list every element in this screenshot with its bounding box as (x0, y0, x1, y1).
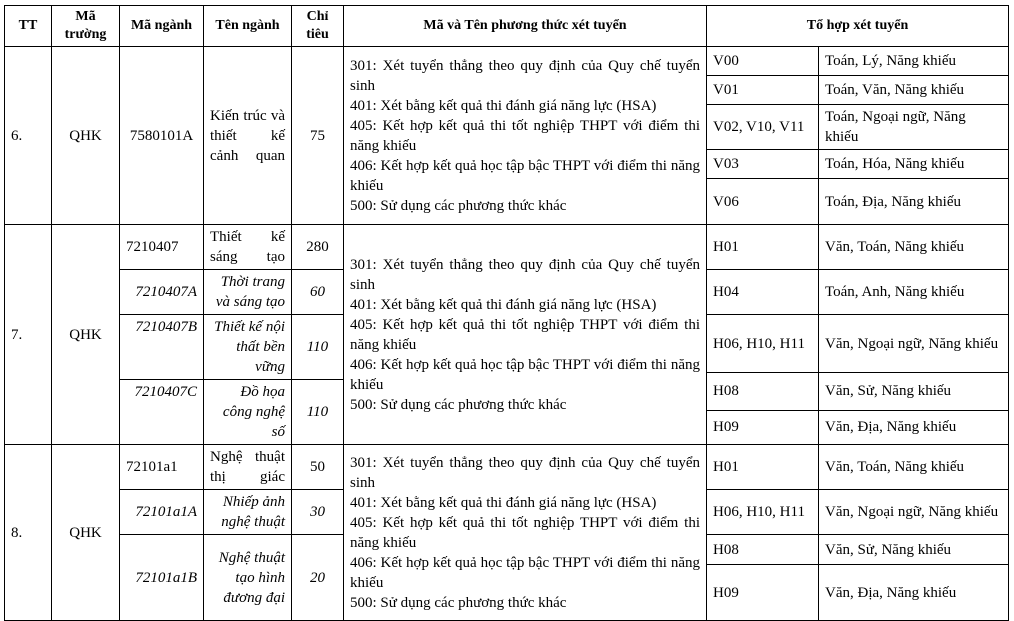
major-code: 72101a1A (120, 490, 204, 535)
major-name: Nghệ thuật thị giác (204, 445, 292, 490)
major-code: 7210407A (120, 270, 204, 315)
group-ma-truong: QHK (52, 225, 120, 445)
combo-code: H06, H10, H11 (707, 315, 819, 373)
method-item: 401: Xét bằng kết quả thi đánh giá năng lực (HSA) (350, 494, 657, 511)
method-item: 405: Kết hợp kết quả thi tốt nghiệp THPT với điểm thi năng khiếu (350, 514, 700, 551)
combo-subjects: Toán, Anh, Năng khiếu (819, 270, 1009, 315)
admission-table (4, 5, 1009, 621)
method-item: 401: Xét bằng kết quả thi đánh giá năng lực (HSA) (350, 97, 657, 114)
combo-subjects: Văn, Ngoại ngữ, Năng khiếu (819, 315, 1009, 373)
major-quota: 50 (292, 445, 344, 490)
combo-code: H01 (707, 445, 819, 490)
group-ma-truong: QHK (52, 445, 120, 621)
combo-code: H09 (707, 410, 819, 444)
table-row (5, 225, 1009, 270)
combo-code: H06, H10, H11 (707, 490, 819, 535)
header-ma-truong: Mã trường (52, 6, 120, 47)
combo-subjects: Văn, Địa, Năng khiếu (819, 410, 1009, 444)
combo-code: H08 (707, 373, 819, 411)
major-quota: 280 (292, 225, 344, 270)
major-name: Nghệ thuật tạo hình đương đại (204, 535, 292, 621)
major-code: 7210407 (120, 225, 204, 270)
method-item: 500: Sử dụng các phương thức khác (350, 396, 567, 413)
major-quota: 110 (292, 380, 344, 445)
header-ma-nganh: Mã ngành (120, 6, 204, 47)
combo-subjects: Văn, Toán, Năng khiếu (819, 225, 1009, 270)
combo-code: V03 (707, 150, 819, 179)
combo-code: H08 (707, 535, 819, 565)
major-quota: 75 (292, 47, 344, 225)
major-code: 72101a1 (120, 445, 204, 490)
major-code: 7580101A (120, 47, 204, 225)
major-quota: 110 (292, 315, 344, 380)
combo-code: V00 (707, 47, 819, 76)
combo-code: H01 (707, 225, 819, 270)
major-quota: 30 (292, 490, 344, 535)
combo-subjects: Văn, Ngoại ngữ, Năng khiếu (819, 490, 1009, 535)
group-tt: 6. (5, 47, 52, 225)
method-list (344, 47, 707, 225)
method-item: 405: Kết hợp kết quả thi tốt nghiệp THPT với điểm thi năng khiếu (350, 117, 700, 154)
major-name: Thiết kế nội thất bền vững (204, 315, 292, 380)
combo-subjects: Văn, Sử, Năng khiếu (819, 373, 1009, 411)
combo-subjects: Toán, Văn, Năng khiếu (819, 76, 1009, 105)
method-item: 406: Kết hợp kết quả học tập bậc THPT với điểm thi năng khiếu (350, 157, 700, 194)
method-item: 500: Sử dụng các phương thức khác (350, 594, 567, 611)
combo-subjects: Văn, Sử, Năng khiếu (819, 535, 1009, 565)
combo-subjects: Văn, Toán, Năng khiếu (819, 445, 1009, 490)
combo-code: H09 (707, 565, 819, 621)
method-item: 301: Xét tuyển thẳng theo quy định của Quy chế tuyển sinh (350, 454, 700, 491)
group-tt: 7. (5, 225, 52, 445)
combo-code: V06 (707, 179, 819, 225)
method-item: 301: Xét tuyển thẳng theo quy định của Quy chế tuyển sinh (350, 57, 700, 94)
header-phuong-thuc: Mã và Tên phương thức xét tuyển (344, 6, 707, 47)
combo-code: V01 (707, 76, 819, 105)
header-chi-tieu: Chỉ tiêu (292, 6, 344, 47)
header-ten-nganh: Tên ngành (204, 6, 292, 47)
major-quota: 60 (292, 270, 344, 315)
combo-subjects: Văn, Địa, Năng khiếu (819, 565, 1009, 621)
combo-code: V02, V10, V11 (707, 105, 819, 150)
method-item: 406: Kết hợp kết quả học tập bậc THPT với điểm thi năng khiếu (350, 554, 700, 591)
group-tt: 8. (5, 445, 52, 621)
major-code: 72101a1B (120, 535, 204, 621)
table-row (5, 445, 1009, 490)
method-item: 401: Xét bằng kết quả thi đánh giá năng lực (HSA) (350, 296, 657, 313)
method-item: 405: Kết hợp kết quả thi tốt nghiệp THPT với điểm thi năng khiếu (350, 316, 700, 353)
major-name: Nhiếp ảnh nghệ thuật (204, 490, 292, 535)
major-name: Kiến trúc và thiết kế cảnh quan (204, 47, 292, 225)
method-item: 406: Kết hợp kết quả học tập bậc THPT với điểm thi năng khiếu (350, 356, 700, 393)
method-item: 301: Xét tuyển thẳng theo quy định của Quy chế tuyển sinh (350, 256, 700, 293)
combo-subjects: Toán, Địa, Năng khiếu (819, 179, 1009, 225)
method-item: 500: Sử dụng các phương thức khác (350, 197, 567, 214)
major-name: Thiết kế sáng tạo (204, 225, 292, 270)
group-ma-truong: QHK (52, 47, 120, 225)
method-list (344, 225, 707, 445)
combo-subjects: Toán, Lý, Năng khiếu (819, 47, 1009, 76)
combo-subjects: Toán, Ngoại ngữ, Năng khiếu (819, 105, 1009, 150)
combo-subjects: Toán, Hóa, Năng khiếu (819, 150, 1009, 179)
header-row (5, 6, 1009, 47)
table-row (5, 47, 1009, 76)
header-to-hop: Tổ hợp xét tuyển (707, 6, 1009, 47)
major-code: 7210407C (120, 380, 204, 445)
combo-code: H04 (707, 270, 819, 315)
major-name: Thời trang và sáng tạo (204, 270, 292, 315)
method-list (344, 445, 707, 621)
major-quota: 20 (292, 535, 344, 621)
major-code: 7210407B (120, 315, 204, 380)
major-name: Đồ họa công nghệ số (204, 380, 292, 445)
header-tt: TT (5, 6, 52, 47)
